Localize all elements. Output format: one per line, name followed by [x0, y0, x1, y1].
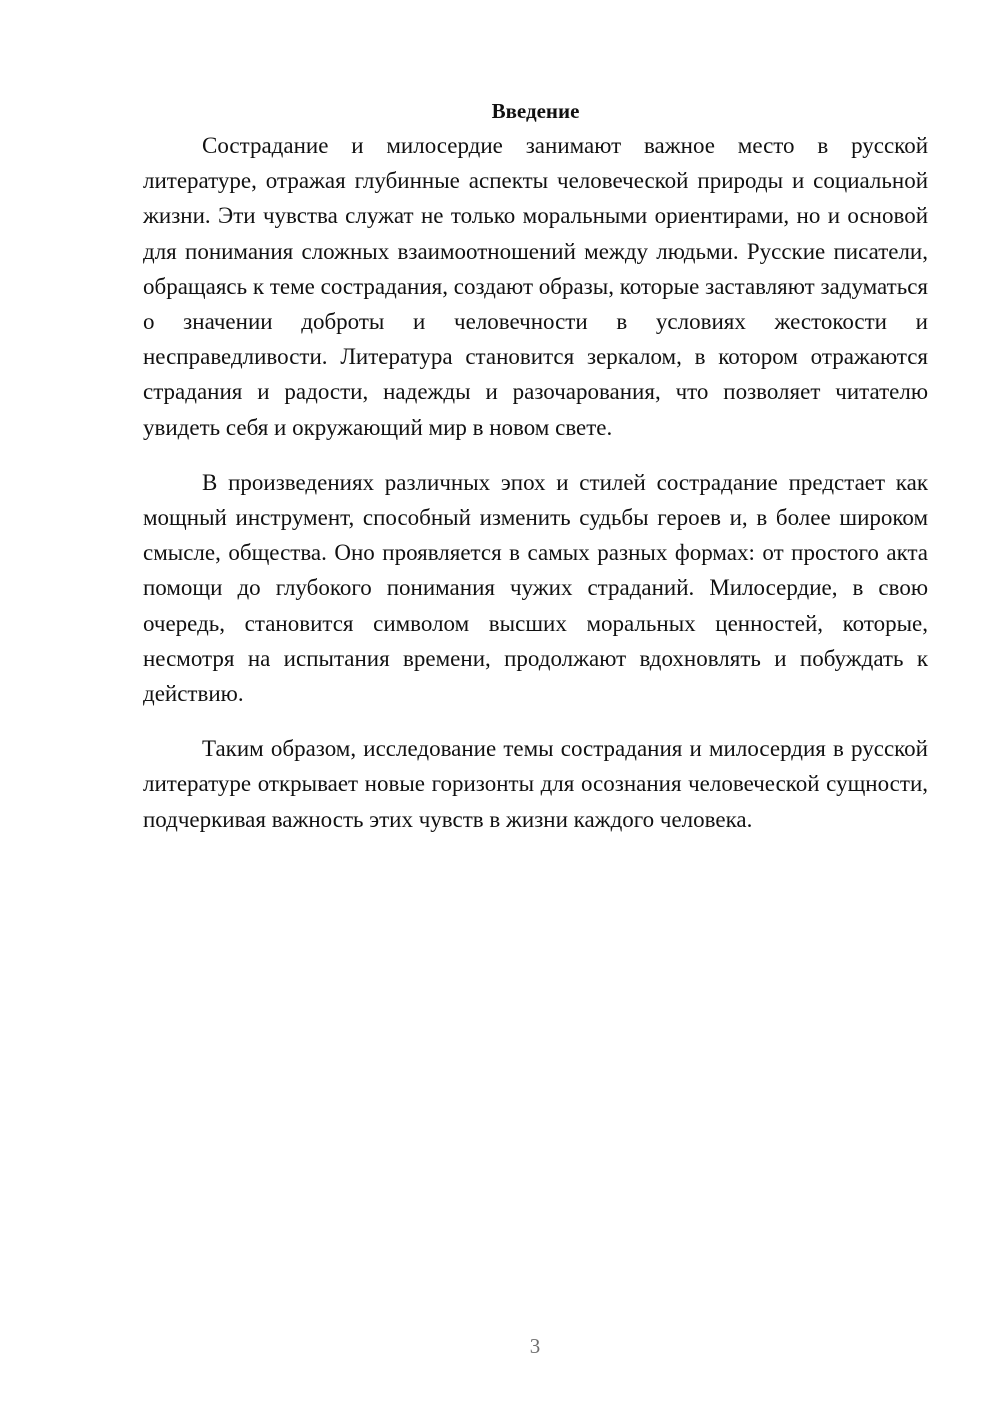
paragraph-3: Таким образом, исследование темы сострадания и милосердия в русской литературе открывает новые горизонты для осознания человеческой сущности, подчеркивая важность этих чувств в жизни каждого человека.: [143, 736, 928, 832]
page-number: 3: [529, 1334, 541, 1358]
section-heading: Введение: [491, 99, 580, 123]
paragraph-2: В произведениях различных эпох и стилей сострадание предстает как мощный инструмент, способный изменить судьбы героев и, в более широком смысле, общества. Оно проявляется в самых разных формах: от простого акта помощи до глубокого понимания чужих страданий. Милосердие, в свою очередь, становится символом высших моральных ценностей, которые, несмотря на испытания времени, продолжают вдохновлять и побуждать к действию.: [143, 469, 928, 707]
paragraph-1: Сострадание и милосердие занимают важное место в русской литературе, отражая глубинные аспекты человеческой природы и социальной жизни. Эти чувства служат не только моральными ориентирами, но и основой для понимания сложных взаимоотношений между людьми. Русские писатели, обращаясь к теме сострадания, создают образы, которые заставляют задуматься о значении доброты и человечности в условиях жестокости и несправедливости. Литература становится зеркалом, в котором отражаются страдания и радости, надежды и разочарования, что позволяет читателю увидеть себя и окружающий мир в новом свете.: [143, 133, 928, 440]
page-content: [143, 96, 928, 837]
